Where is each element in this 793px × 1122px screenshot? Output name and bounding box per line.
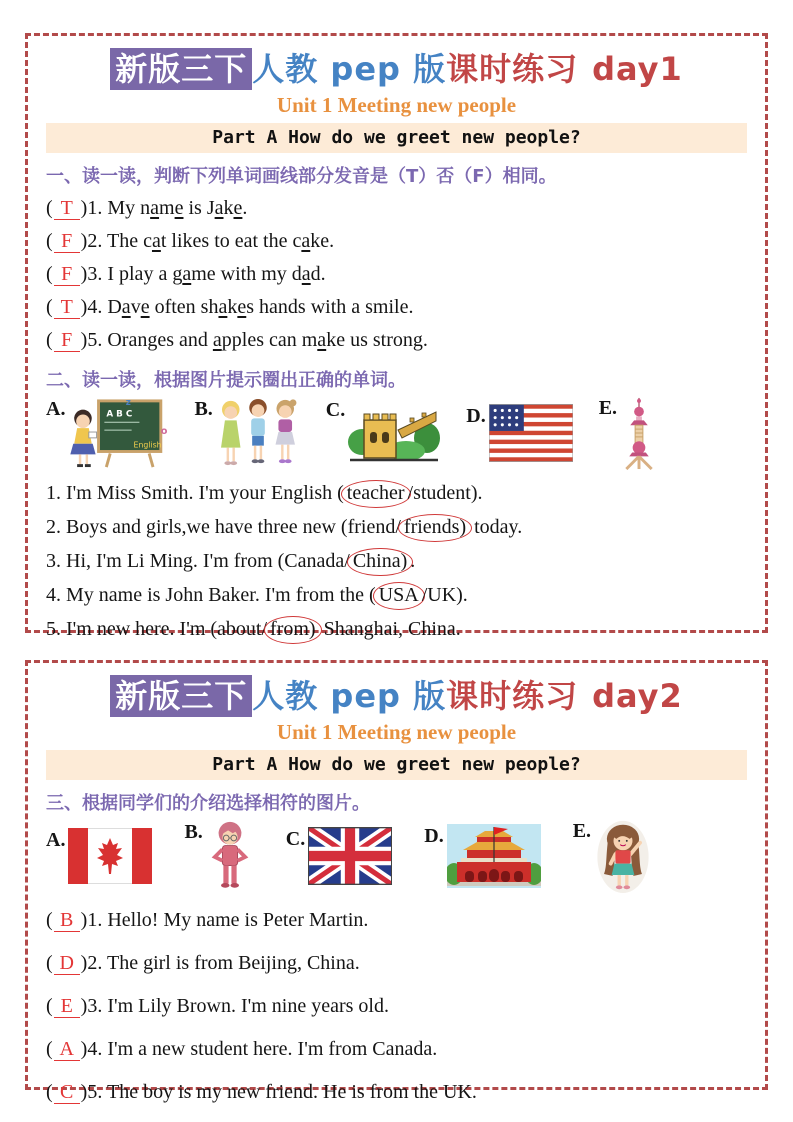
answer-blank: ( E ) [46, 995, 88, 1017]
question-text: k [223, 197, 234, 219]
underlined-letter: a [301, 263, 311, 285]
figure-label: C. [325, 399, 346, 421]
question-text: . [410, 550, 416, 572]
title-day: day1 [592, 50, 683, 88]
question-text: Shanghai, China. [318, 618, 461, 640]
figure-tiananmen [424, 824, 540, 888]
question-row [46, 258, 747, 291]
question-row [46, 225, 747, 258]
question-text: m [159, 197, 175, 219]
figure-canada-flag [46, 828, 152, 884]
svg-text:English: English [134, 440, 163, 450]
circled-answer: USA [373, 582, 425, 610]
figure-label: E. [598, 397, 618, 419]
figure-label: A. [46, 829, 66, 851]
circled-answer: friends) [398, 514, 472, 542]
question-row [46, 985, 747, 1028]
unit-title: Unit 1 Meeting new people [276, 93, 517, 117]
answer-blank: ( F ) [46, 230, 88, 252]
question-text: k [227, 296, 238, 318]
question-text: D [107, 296, 122, 318]
answer-blank: ( F ) [46, 263, 88, 285]
svg-text:o: o [161, 425, 168, 437]
underlined-letter: e [233, 197, 243, 219]
question-text: ke. [310, 230, 335, 252]
question-text: Oranges and [107, 329, 213, 351]
answer-blank: ( A ) [46, 1038, 88, 1060]
answer-blank: ( D ) [46, 952, 88, 974]
answer-letter: D [54, 952, 80, 975]
underlined-letter: a [212, 329, 222, 351]
answer-blank: ( T ) [46, 197, 88, 219]
exercise1-heading: 一、读一读，判断下列单词画线部分发音是（T）否（F）相同。 [46, 166, 557, 187]
question-text: Boys and girls,we have three new (friend/ [66, 516, 401, 538]
page-title [46, 673, 747, 719]
question-text: I'm new here. I'm (about/ [66, 618, 268, 640]
boy-in-pink-image [206, 820, 254, 892]
question-row [46, 578, 747, 612]
question-number: 4. [87, 1038, 108, 1060]
question-row [46, 1028, 747, 1071]
question-text: The boy is my new friend. He is from the UK. [106, 1081, 477, 1103]
question-text: My n [107, 197, 151, 219]
question-text: Hello! My name is Peter Martin. [107, 909, 369, 931]
title-badge: 新版三下 [110, 675, 252, 717]
underlined-letter: a [317, 329, 327, 351]
question-text: . [242, 197, 248, 219]
answer-letter: T [54, 296, 80, 319]
figure-label: C. [285, 828, 306, 850]
underlined-letter: a [214, 197, 224, 219]
answer-letter: A [54, 1038, 80, 1061]
figure-label: A. [46, 398, 66, 420]
answer-letter: T [54, 197, 80, 220]
answer-letter: E [54, 995, 80, 1018]
question-text: me with my d [191, 263, 302, 285]
tiananmen-image [447, 824, 541, 888]
title-series: 人教 pep 版 [252, 677, 447, 715]
figure-three-children [194, 397, 299, 469]
answer-blank: ( F ) [46, 329, 88, 351]
question-text: is J [183, 197, 215, 219]
title-name: 课时练习 [446, 677, 579, 715]
teacher-at-blackboard-image [68, 397, 168, 469]
answer-blank: ( C ) [46, 1081, 88, 1103]
answer-blank: ( B ) [46, 909, 88, 931]
title-name: 课时练习 [446, 50, 579, 88]
answer-letter: F [54, 329, 80, 352]
underlined-letter: a [182, 263, 192, 285]
question-row [46, 324, 747, 357]
question-text: s hands with a smile. [246, 296, 414, 318]
page-title [46, 46, 747, 92]
underlined-letter: e [174, 197, 184, 219]
question-text: I'm a new student here. I'm from Canada. [107, 1038, 438, 1060]
usa-flag-image [489, 404, 573, 462]
exercise2-list [46, 476, 747, 646]
figure-label: B. [184, 821, 203, 843]
figure-teacher-at-blackboard [46, 397, 168, 469]
exercise3-list [46, 899, 747, 1114]
three-children-image [216, 397, 300, 469]
question-text: The girl is from Beijing, China. [106, 952, 360, 974]
underlined-letter: a [151, 230, 161, 252]
question-number: 5. [87, 1081, 107, 1103]
exercise2-images [46, 396, 747, 470]
question-row [46, 899, 747, 942]
answer-letter: C [54, 1081, 80, 1104]
question-number: 3. [46, 550, 66, 572]
question-row [46, 942, 747, 985]
question-number: 3. [87, 263, 108, 285]
question-row [46, 192, 747, 225]
underlined-letter: a [121, 296, 131, 318]
part-title: Part A How do we greet new people? [46, 750, 747, 780]
question-text: I play a g [107, 263, 183, 285]
question-number: 2. [87, 230, 107, 252]
section-day1 [25, 33, 768, 640]
question-row [46, 510, 747, 544]
svg-text:z: z [126, 397, 132, 408]
question-number: 1. [87, 909, 108, 931]
figure-boy-in-pink [184, 820, 253, 892]
question-text: often sh [149, 296, 219, 318]
figure-label: E. [572, 820, 592, 842]
title-series: 人教 pep 版 [252, 50, 447, 88]
question-number: 2. [87, 952, 107, 974]
question-text: The c [106, 230, 152, 252]
figure-uk-flag [286, 827, 392, 885]
question-text: /UK). [421, 584, 468, 606]
question-number: 1. [87, 197, 108, 219]
question-text: /student). [407, 482, 483, 504]
section-day2 [25, 660, 768, 1103]
question-number: 5. [87, 329, 108, 351]
question-row [46, 1071, 747, 1114]
question-text: I'm Lily Brown. I'm nine years old. [107, 995, 389, 1017]
title-day: day2 [592, 677, 683, 715]
underlined-letter: a [218, 296, 228, 318]
question-row [46, 612, 747, 646]
question-text: today. [469, 516, 523, 538]
answer-letter: F [54, 263, 80, 286]
underlined-letter: e [140, 296, 150, 318]
exercise2-heading: 二、读一读，根据图片提示圈出正确的单词。 [46, 370, 406, 391]
underlined-letter: e [237, 296, 247, 318]
question-text: My name is John Baker. I'm from the ( [66, 584, 376, 606]
figure-great-wall [326, 398, 440, 468]
part-title: Part A How do we greet new people? [46, 123, 747, 153]
exercise3-images [46, 819, 747, 893]
underlined-letter: a [150, 197, 160, 219]
question-text: t likes to eat the c [160, 230, 302, 252]
title-badge: 新版三下 [110, 48, 252, 90]
figure-label: D. [424, 825, 444, 847]
exercise1-list [46, 192, 747, 357]
svg-text:A B C: A B C [106, 409, 133, 420]
underlined-letter: a [301, 230, 311, 252]
great-wall-image [348, 398, 440, 468]
question-text: ke us strong. [326, 329, 428, 351]
answer-letter: B [54, 909, 80, 932]
figure-oriental-pearl-tower [599, 396, 658, 470]
question-number: 4. [87, 296, 108, 318]
circled-answer: China) [347, 548, 413, 576]
question-number: 2. [46, 516, 66, 538]
figure-usa-flag [466, 404, 572, 462]
answer-letter: F [54, 230, 80, 253]
figure-girl-waving [573, 819, 652, 893]
question-number: 3. [87, 995, 108, 1017]
question-number: 4. [46, 584, 66, 606]
question-text: Hi, I'm Li Ming. I'm from (Canada/ [66, 550, 350, 572]
answer-blank: ( T ) [46, 296, 88, 318]
circled-answer: from) [264, 616, 322, 644]
question-row [46, 291, 747, 324]
canada-flag-image [68, 828, 152, 884]
question-number: 1. [46, 482, 66, 504]
question-row [46, 544, 747, 578]
question-text: I'm Miss Smith. I'm your English ( [66, 482, 344, 504]
oriental-pearl-tower-image [620, 396, 658, 470]
question-text: d. [310, 263, 326, 285]
exercise3-heading: 三、根据同学们的介绍选择相符的图片。 [46, 793, 370, 814]
question-text: v [130, 296, 141, 318]
question-text: pples can m [221, 329, 318, 351]
unit-title: Unit 1 Meeting new people [276, 720, 517, 744]
question-row [46, 476, 747, 510]
figure-label: B. [194, 398, 213, 420]
figure-label: D. [466, 405, 486, 427]
question-number: 5. [46, 618, 66, 640]
uk-flag-image [308, 827, 392, 885]
circled-answer: teacher [341, 480, 411, 508]
girl-waving-image [594, 819, 652, 893]
